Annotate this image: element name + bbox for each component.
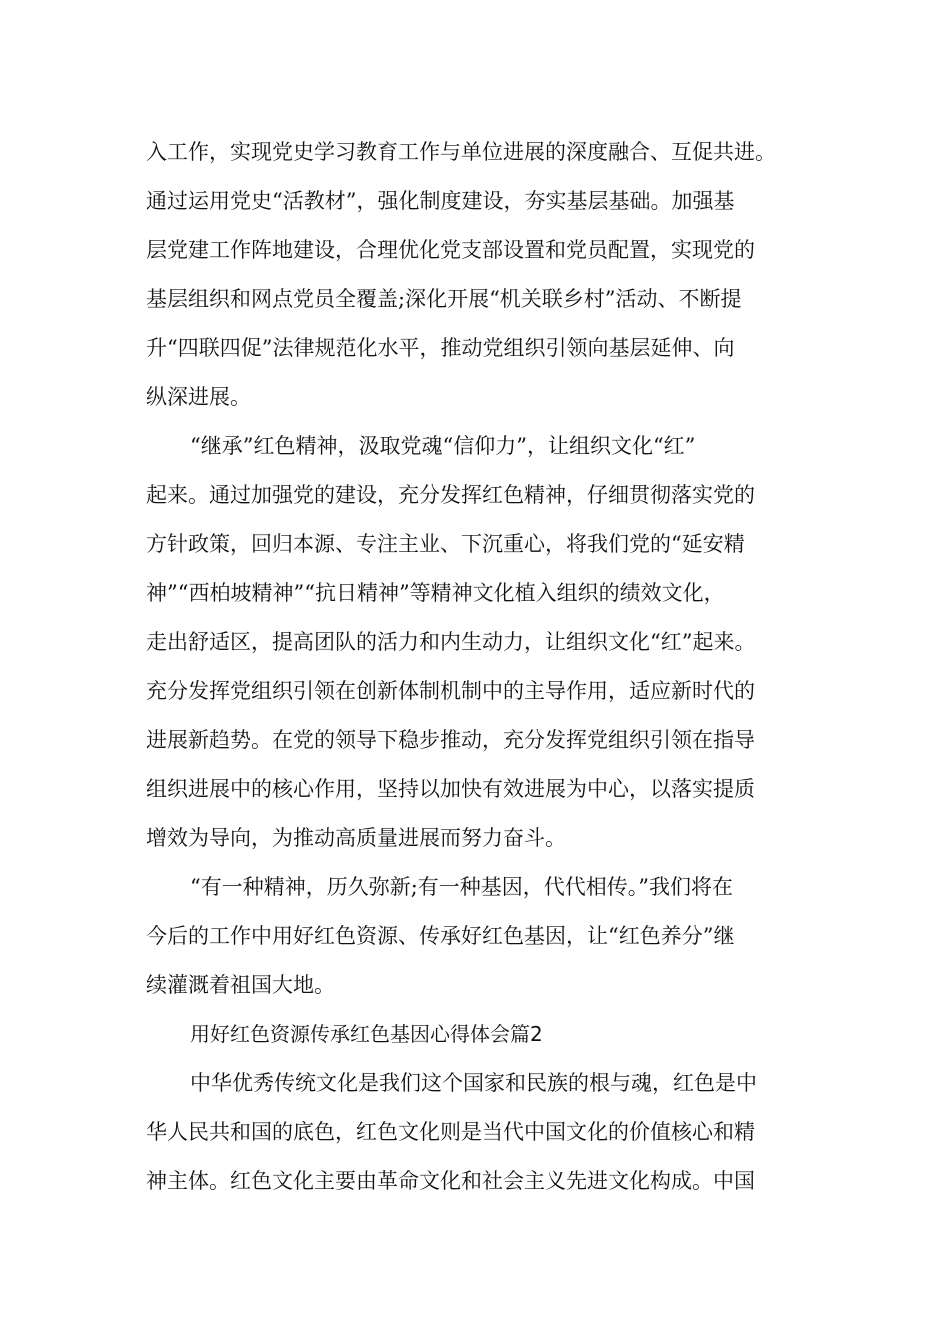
- text-line: 入工作，实现党史学习教育工作与单位进展的深度融合、互促共进。: [146, 140, 776, 164]
- text-line: 层党建工作阵地建设，合理优化党支部设置和党员配置，实现党的: [146, 238, 755, 262]
- text-line: 纵深进展。: [146, 385, 251, 409]
- text-line: 中华优秀传统文化是我们这个国家和民族的根与魂，红色是中: [190, 1071, 757, 1095]
- text-line: 进展新趋势。在党的领导下稳步推动，充分发挥党组织引领在指导: [146, 728, 755, 752]
- text-line: 方针政策，回归本源、专注主业、下沉重心，将我们党的“延安精: [146, 532, 745, 556]
- text-line: 升“四联四促”法律规范化水平，推动党组织引领向基层延伸、向: [146, 336, 735, 360]
- text-line: 续灌溉着祖国大地。: [146, 973, 335, 997]
- text-line: 走出舒适区，提高团队的活力和内生动力，让组织文化“红”起来。: [146, 630, 756, 654]
- text-line: “继承”红色精神，汲取党魂“信仰力”，让组织文化“红”: [190, 434, 696, 458]
- text-line: 今后的工作中用好红色资源、传承好红色基因，让“红色养分”继: [146, 924, 735, 948]
- text-line: 组织进展中的核心作用，坚持以加快有效进展为中心，以落实提质: [146, 777, 755, 801]
- text-line: “有一种精神，历久弥新;有一种基因，代代相传。”我们将在: [190, 875, 734, 899]
- text-line: 神主体。红色文化主要由革命文化和社会主义先进文化构成。中国: [146, 1169, 755, 1193]
- text-line: 华人民共和国的底色，红色文化则是当代中国文化的价值核心和精: [146, 1120, 755, 1144]
- section-heading: 用好红色资源传承红色基因心得体会篇2: [190, 1022, 543, 1046]
- text-line: 通过运用党史“活教材”，强化制度建设，夯实基层基础。加强基: [146, 189, 735, 213]
- text-line: 起来。通过加强党的建设，充分发挥红色精神，仔细贯彻落实党的: [146, 483, 755, 507]
- document-body: [146, 128, 816, 1206]
- text-line: 增效为导向，为推动高质量进展而努力奋斗。: [146, 826, 566, 850]
- text-line: 神”“西柏坡精神”“抗日精神”等精神文化植入组织的绩效文化，: [146, 581, 725, 605]
- text-line: 基层组织和网点党员全覆盖;深化开展“机关联乡村”活动、不断提: [146, 287, 742, 311]
- text-line: 充分发挥党组织引领在创新体制机制中的主导作用，适应新时代的: [146, 679, 755, 703]
